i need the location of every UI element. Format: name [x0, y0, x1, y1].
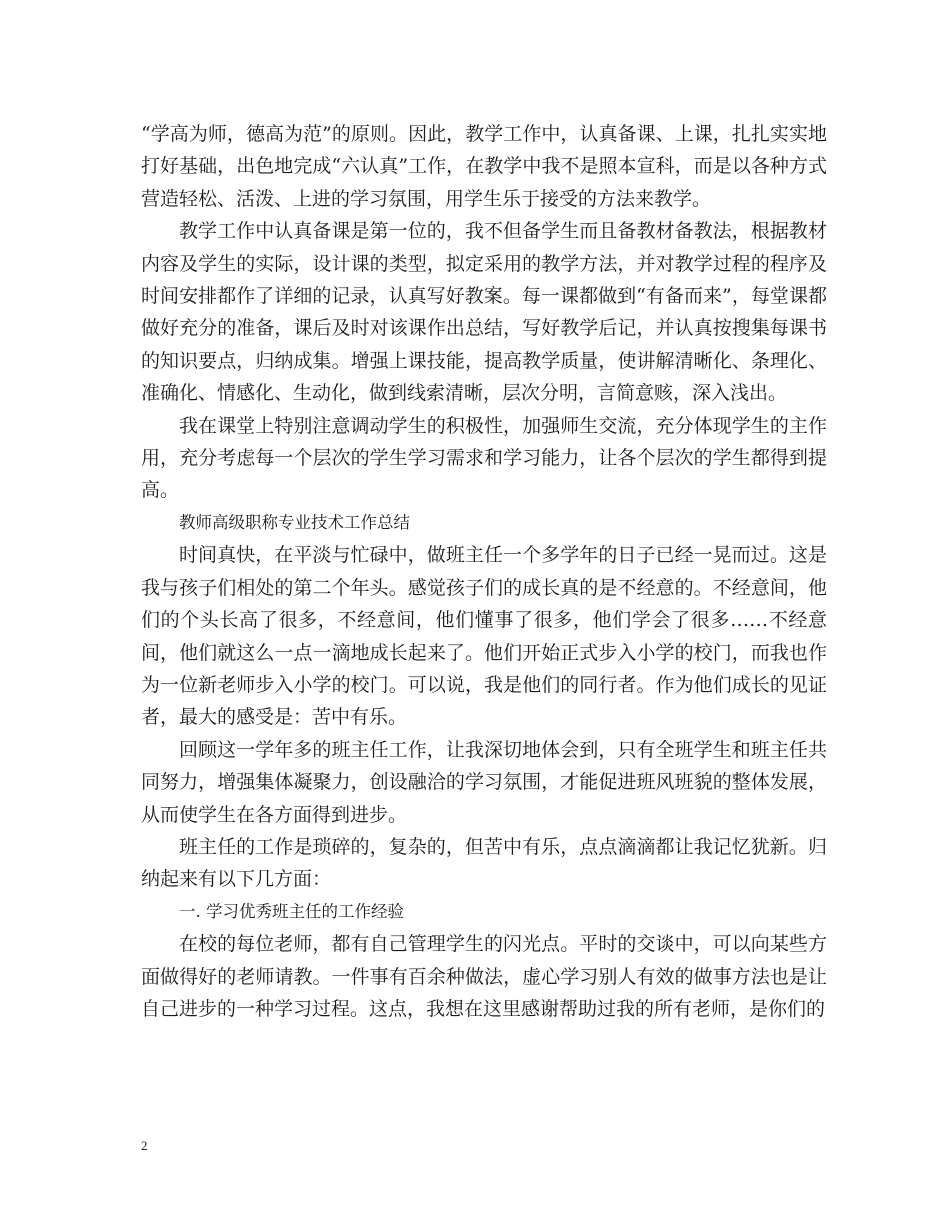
paragraph-review: 回顾这一学年多的班主任工作，让我深切地体会到，只有全班学生和班主任共同努力，增强集体凝聚力，创设融洽的学习氛围，才能促进班风班貌的整体发展，从而使学生在各方面得到进步。 — [141, 738, 827, 826]
section-title: 教师高级职称专业技术工作总结 — [179, 512, 410, 532]
document-body — [141, 118, 827, 1025]
page-number: 2 — [141, 1138, 148, 1153]
paragraph-principle: “学高为师，德高为范”的原则。因此，教学工作中，认真备课、上课，扎扎实实地打好基础，出色地完成“六认真”工作，在教学中我不是照本宣科，而是以各种方式营造轻松、活泼、上进的学习氛围，用学生乐于接受的方法来教学。 — [141, 123, 827, 210]
paragraph-learning-colleagues: 在校的每位老师，都有自己管理学生的闪光点。平时的交谈中，可以向某些方面做得好的老师请教。一件事有百余种做法，虚心学习别人有效的做事方法也是让自己进步的一种学习过程。这点，我想在这里感谢帮助过我的所有老师，是你们的 — [141, 933, 827, 1020]
paragraph-lesson-preparation: 教学工作中认真备课是第一位的，我不但备学生而且备教材备教法，根据教材内容及学生的实际，设计课的类型，拟定采用的教学方法，并对教学过程的程序及时间安排都作了详细的记录，认真写好教案。每一课都做到“有备而来”，每堂课都做好充分的准备，课后及时对该课作出总结，写好教学后记，并认真按搜集每课书的知识要点，归纳成集。增强上课技能，提高教学质量，使讲解清晰化、条理化、准确化、情感化、生动化，做到线索清晰，层次分明，言简意赅，深入浅出。 — [141, 220, 827, 405]
subsection-title: 一. 学习优秀班主任的工作经验 — [179, 901, 404, 921]
paragraph-classroom: 我在课堂上特别注意调动学生的积极性，加强师生交流，充分体现学生的主作用，充分考虑每一个层次的学生学习需求和学习能力，让各个层次的学生都得到提高。 — [141, 414, 827, 502]
paragraph-summary-intro: 班主任的工作是琐碎的，复杂的，但苦中有乐，点点滴滴都让我记忆犹新。归纳起来有以下几方面： — [141, 835, 827, 891]
paragraph-time-flies: 时间真快，在平淡与忙碌中，做班主任一个多学年的日子已经一晃而过。这是我与孩子们相处的第二个年头。感觉孩子们的成长真的是不经意的。不经意间，他们的个头长高了很多，不经意间，他们懂事了很多，他们学会了很多……不经意间，他们就这么一点一滴地成长起来了。他们开始正式步入小学的校门，而我也作为一位新老师步入小学的校门。可以说，我是他们的同行者。作为他们成长的见证者，最大的感受是：苦中有乐。 — [141, 544, 827, 729]
